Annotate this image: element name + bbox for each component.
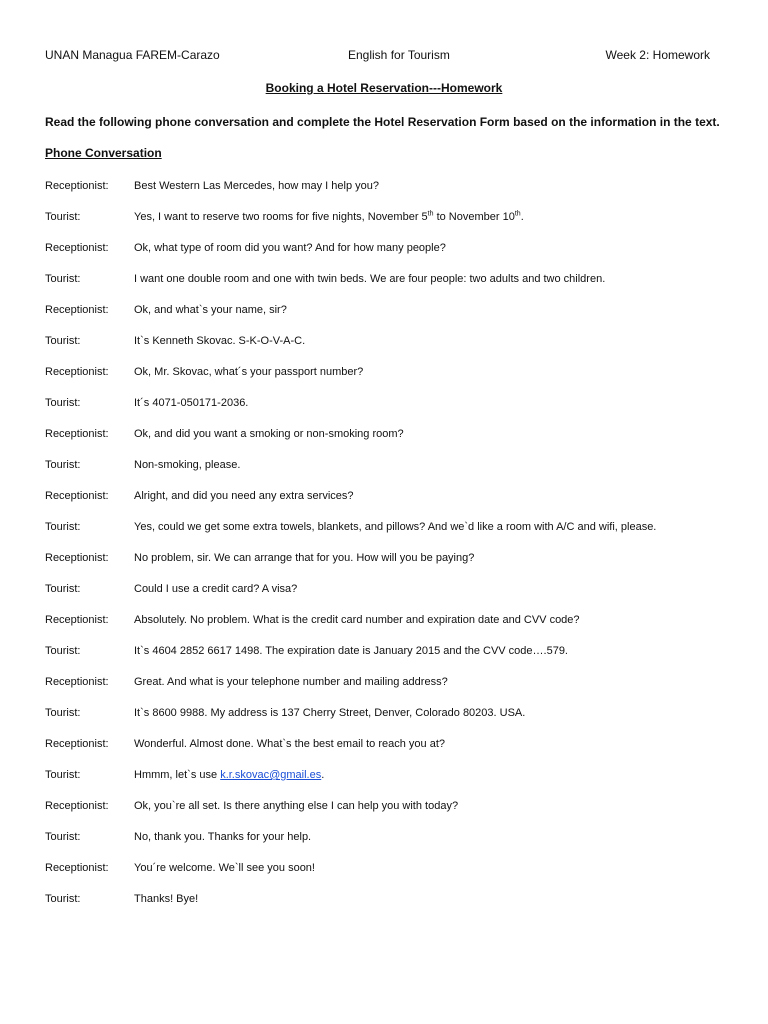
speaker-label: Tourist: <box>45 273 81 285</box>
speaker-label: Receptionist: <box>45 304 109 316</box>
conversation-line <box>45 521 725 537</box>
conversation-line <box>45 304 725 320</box>
speaker-label: Tourist: <box>45 893 81 905</box>
conversation-line <box>45 428 725 444</box>
header-course: English for Tourism <box>348 48 450 62</box>
utterance-text: It`s 8600 9988. My address is 137 Cherry Street, Denver, Colorado 80203. USA. <box>134 707 526 719</box>
speaker-label: Tourist: <box>45 211 81 223</box>
conversation-line <box>45 645 725 661</box>
speaker-label: Receptionist: <box>45 800 109 812</box>
speaker-label: Tourist: <box>45 397 81 409</box>
section-heading: Phone Conversation <box>45 146 162 160</box>
utterance-text: Thanks! Bye! <box>134 893 199 905</box>
email-link[interactable]: k.r.skovac@gmail.es <box>220 769 322 781</box>
conversation-line <box>45 552 725 568</box>
utterance-text: It´s 4071-050171-2036. <box>134 397 249 409</box>
speaker-label: Receptionist: <box>45 676 109 688</box>
speaker-label: Receptionist: <box>45 738 109 750</box>
speaker-label: Tourist: <box>45 459 81 471</box>
utterance-text: Non-smoking, please. <box>134 459 241 471</box>
conversation-line <box>45 211 725 227</box>
utterance-text: I want one double room and one with twin beds. We are four people: two adults and two children. <box>134 273 606 285</box>
utterance-text: Alright, and did you need any extra services? <box>134 490 354 502</box>
speaker-label: Receptionist: <box>45 242 109 254</box>
conversation-line <box>45 800 725 816</box>
utterance-text: No, thank you. Thanks for your help. <box>134 831 312 843</box>
ordinal-suffix: th <box>514 210 521 218</box>
conversation-line <box>45 893 725 909</box>
speaker-label: Tourist: <box>45 521 81 533</box>
speaker-label: Receptionist: <box>45 614 109 626</box>
header-institution: UNAN Managua FAREM-Carazo <box>45 48 220 62</box>
speaker-label: Receptionist: <box>45 366 109 378</box>
conversation-line <box>45 676 725 692</box>
utterance-text: Ok, Mr. Skovac, what´s your passport number? <box>134 366 364 378</box>
utterance-text: Ok, and did you want a smoking or non-smoking room? <box>134 428 404 440</box>
utterance-text: No problem, sir. We can arrange that for you. How will you be paying? <box>134 552 475 564</box>
utterance-text: Best Western Las Mercedes, how may I help you? <box>134 180 379 192</box>
conversation-line <box>45 831 725 847</box>
utterance-text: Ok, you`re all set. Is there anything else I can help you with today? <box>134 800 459 812</box>
utterance-text: Ok, what type of room did you want? And for how many people? <box>134 242 446 254</box>
utterance-text: Yes, I want to reserve two rooms for five nights, November 5th to November 10th. <box>134 210 524 223</box>
conversation-line <box>45 180 725 196</box>
conversation-line <box>45 366 725 382</box>
utterance-text: Hmmm, let`s use k.r.skovac@gmail.es. <box>134 769 325 781</box>
instructions: Read the following phone conversation and complete the Hotel Reservation Form based on the information in the text. <box>45 115 720 129</box>
speaker-label: Receptionist: <box>45 180 109 192</box>
speaker-label: Receptionist: <box>45 552 109 564</box>
speaker-label: Tourist: <box>45 335 81 347</box>
speaker-label: Tourist: <box>45 645 81 657</box>
utterance-text: Great. And what is your telephone number and mailing address? <box>134 676 448 688</box>
conversation-line <box>45 397 725 413</box>
header-week: Week 2: Homework <box>605 48 710 62</box>
page-title: Booking a Hotel Reservation---Homework <box>265 81 503 95</box>
utterance-text: Ok, and what`s your name, sir? <box>134 304 287 316</box>
utterance-text: It`s Kenneth Skovac. S-K-O-V-A-C. <box>134 335 306 347</box>
conversation-line <box>45 707 725 723</box>
utterance-text: You´re welcome. We`ll see you soon! <box>134 862 315 874</box>
conversation-line <box>45 459 725 475</box>
conversation-line <box>45 769 725 785</box>
conversation-line <box>45 335 725 351</box>
conversation-line <box>45 614 725 630</box>
speaker-label: Receptionist: <box>45 862 109 874</box>
speaker-label: Tourist: <box>45 583 81 595</box>
conversation-line <box>45 273 725 289</box>
speaker-label: Receptionist: <box>45 428 109 440</box>
conversation-line <box>45 490 725 506</box>
speaker-label: Tourist: <box>45 831 81 843</box>
utterance-text: Yes, could we get some extra towels, blankets, and pillows? And we`d like a room with A/C and wifi, please. <box>134 521 657 533</box>
conversation-line <box>45 242 725 258</box>
speaker-label: Tourist: <box>45 707 81 719</box>
page-header <box>45 48 710 64</box>
utterance-text: Could I use a credit card? A visa? <box>134 583 298 595</box>
conversation-line <box>45 862 725 878</box>
conversation-line <box>45 583 725 599</box>
conversation-line <box>45 738 725 754</box>
speaker-label: Receptionist: <box>45 490 109 502</box>
speaker-label: Tourist: <box>45 769 81 781</box>
utterance-text: Wonderful. Almost done. What`s the best email to reach you at? <box>134 738 446 750</box>
utterance-text: It`s 4604 2852 6617 1498. The expiration date is January 2015 and the CVV code….579. <box>134 645 568 657</box>
utterance-text: Absolutely. No problem. What is the credit card number and expiration date and CVV code? <box>134 614 580 626</box>
ordinal-suffix: th <box>427 210 434 218</box>
